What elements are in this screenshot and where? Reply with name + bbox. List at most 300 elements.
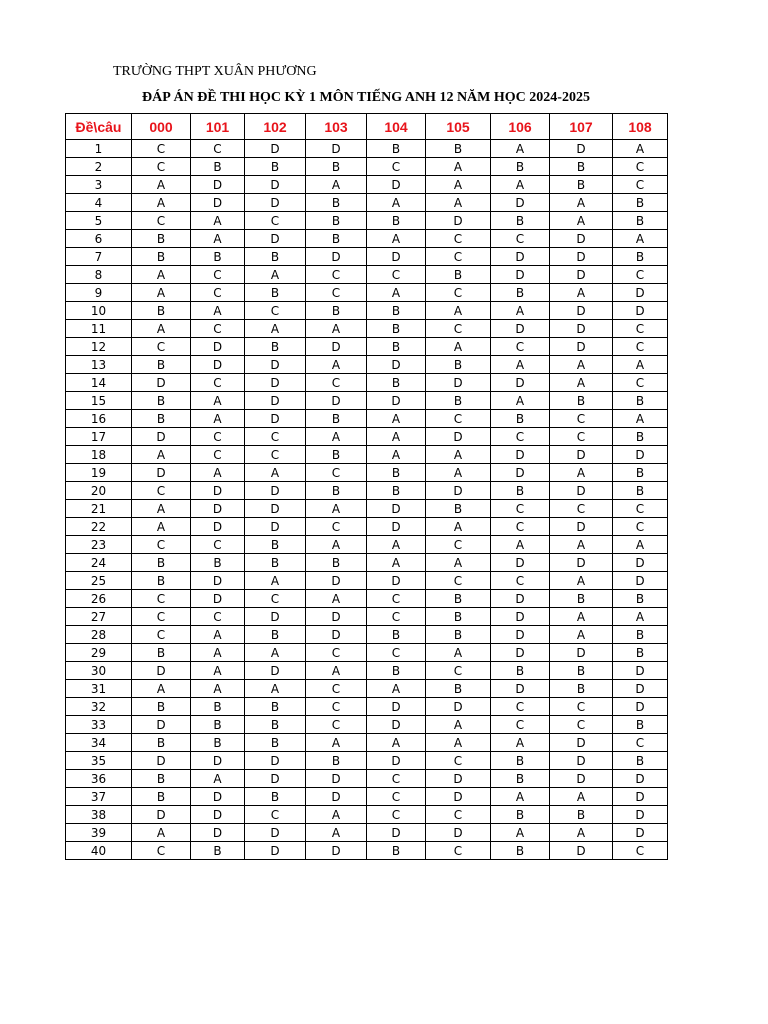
answer-cell: D — [245, 176, 306, 194]
answer-cell: C — [191, 536, 245, 554]
answer-cell: B — [491, 212, 550, 230]
exam-code-header: 107 — [550, 114, 613, 140]
answer-cell: D — [367, 716, 426, 734]
answer-cell: B — [245, 734, 306, 752]
exam-code-header: 000 — [132, 114, 191, 140]
question-number: 26 — [66, 590, 132, 608]
answer-cell: D — [550, 752, 613, 770]
answer-cell: B — [245, 248, 306, 266]
answer-cell: C — [191, 446, 245, 464]
answer-cell: A — [245, 572, 306, 590]
answer-cell: D — [191, 572, 245, 590]
answer-cell: B — [306, 752, 367, 770]
answer-cell: A — [306, 176, 367, 194]
answer-cell: D — [367, 500, 426, 518]
answer-cell: D — [367, 356, 426, 374]
answer-cell: D — [426, 788, 491, 806]
answer-cell: C — [132, 482, 191, 500]
answer-cell: D — [613, 770, 668, 788]
answer-cell: C — [245, 428, 306, 446]
answer-cell: B — [306, 230, 367, 248]
answer-cell: B — [132, 248, 191, 266]
answer-cell: A — [426, 176, 491, 194]
answer-cell: C — [550, 698, 613, 716]
answer-cell: C — [491, 338, 550, 356]
answer-cell: D — [245, 500, 306, 518]
answer-cell: B — [613, 590, 668, 608]
answer-cell: B — [245, 284, 306, 302]
answer-cell: D — [306, 392, 367, 410]
answer-cell: D — [245, 482, 306, 500]
answer-cell: B — [550, 680, 613, 698]
answer-cell: B — [245, 536, 306, 554]
answer-cell: A — [245, 320, 306, 338]
table-row — [66, 536, 668, 554]
answer-cell: D — [550, 302, 613, 320]
answer-cell: C — [367, 590, 426, 608]
answer-cell: B — [132, 356, 191, 374]
answer-cell: A — [491, 302, 550, 320]
answer-cell: A — [132, 518, 191, 536]
answer-cell: A — [132, 284, 191, 302]
answer-cell: B — [613, 212, 668, 230]
answer-cell: D — [613, 302, 668, 320]
answer-cell: D — [491, 374, 550, 392]
answer-cell: D — [426, 374, 491, 392]
answer-cell: D — [245, 356, 306, 374]
answer-cell: A — [132, 680, 191, 698]
answer-cell: A — [550, 284, 613, 302]
question-number: 40 — [66, 842, 132, 860]
answer-cell: A — [132, 824, 191, 842]
answer-cell: D — [132, 374, 191, 392]
answer-cell: A — [132, 500, 191, 518]
answer-cell: C — [132, 212, 191, 230]
answer-cell: C — [306, 464, 367, 482]
answer-cell: D — [245, 662, 306, 680]
table-row — [66, 662, 668, 680]
answer-cell: C — [367, 788, 426, 806]
answer-cell: C — [132, 158, 191, 176]
answer-cell: B — [613, 248, 668, 266]
answer-cell: D — [491, 446, 550, 464]
answer-cell: D — [613, 662, 668, 680]
answer-cell: B — [613, 482, 668, 500]
answer-cell: D — [491, 590, 550, 608]
answer-cell: B — [491, 752, 550, 770]
answer-cell: B — [245, 158, 306, 176]
answer-cell: D — [550, 770, 613, 788]
answer-cell: D — [132, 428, 191, 446]
answer-cell: A — [245, 680, 306, 698]
answer-cell: C — [613, 176, 668, 194]
table-row — [66, 680, 668, 698]
answer-cell: B — [426, 500, 491, 518]
answer-cell: B — [245, 338, 306, 356]
answer-cell: A — [550, 374, 613, 392]
answer-cell: B — [367, 320, 426, 338]
answer-cell: A — [132, 194, 191, 212]
document-title: ĐÁP ÁN ĐỀ THI HỌC KỲ 1 MÔN TIẾNG ANH 12 NĂM HỌC 2024-2025 — [142, 90, 590, 105]
answer-cell: C — [426, 248, 491, 266]
answer-cell: A — [491, 392, 550, 410]
answer-cell: A — [550, 464, 613, 482]
table-row — [66, 446, 668, 464]
answer-cell: D — [191, 176, 245, 194]
answer-cell: D — [491, 680, 550, 698]
answer-cell: C — [132, 608, 191, 626]
answer-cell: D — [306, 140, 367, 158]
answer-cell: A — [426, 302, 491, 320]
answer-cell: B — [306, 554, 367, 572]
answer-cell: C — [191, 320, 245, 338]
answer-cell: D — [426, 698, 491, 716]
answer-cell: C — [306, 266, 367, 284]
answer-cell: B — [245, 788, 306, 806]
answer-cell: C — [191, 608, 245, 626]
answer-cell: C — [491, 500, 550, 518]
answer-cell: D — [245, 608, 306, 626]
answer-cell: D — [550, 518, 613, 536]
answer-cell: C — [613, 338, 668, 356]
answer-cell: D — [245, 410, 306, 428]
answer-cell: B — [367, 464, 426, 482]
answer-cell: A — [306, 320, 367, 338]
answer-cell: A — [132, 446, 191, 464]
exam-code-header: 105 — [426, 114, 491, 140]
answer-cell: C — [426, 410, 491, 428]
answer-cell: A — [191, 392, 245, 410]
answer-cell: C — [491, 572, 550, 590]
table-row — [66, 734, 668, 752]
question-number: 6 — [66, 230, 132, 248]
answer-cell: B — [191, 842, 245, 860]
table-row — [66, 842, 668, 860]
table-row — [66, 644, 668, 662]
answer-cell: A — [613, 608, 668, 626]
answer-cell: D — [191, 500, 245, 518]
answer-cell: D — [550, 446, 613, 464]
answer-cell: C — [245, 446, 306, 464]
answer-cell: A — [426, 194, 491, 212]
table-row — [66, 410, 668, 428]
answer-cell: D — [613, 446, 668, 464]
answer-cell: A — [367, 284, 426, 302]
answer-cell: B — [306, 158, 367, 176]
answer-cell: B — [550, 806, 613, 824]
answer-cell: C — [191, 140, 245, 158]
answer-cell: D — [613, 680, 668, 698]
answer-cell: A — [306, 536, 367, 554]
answer-cell: D — [426, 212, 491, 230]
answer-cell: B — [306, 302, 367, 320]
question-number: 9 — [66, 284, 132, 302]
table-header-row — [66, 114, 668, 140]
answer-cell: B — [306, 194, 367, 212]
question-number: 15 — [66, 392, 132, 410]
answer-cell: A — [191, 662, 245, 680]
question-number: 5 — [66, 212, 132, 230]
exam-code-header: 103 — [306, 114, 367, 140]
answer-cell: D — [245, 518, 306, 536]
answer-cell: B — [132, 770, 191, 788]
answer-cell: D — [491, 626, 550, 644]
answer-cell: A — [550, 212, 613, 230]
answer-cell: D — [613, 572, 668, 590]
answer-cell: C — [426, 320, 491, 338]
answer-cell: A — [306, 806, 367, 824]
answer-cell: B — [613, 392, 668, 410]
answer-cell: B — [491, 410, 550, 428]
question-number: 8 — [66, 266, 132, 284]
answer-cell: A — [306, 590, 367, 608]
answer-cell: B — [613, 464, 668, 482]
answer-cell: C — [245, 806, 306, 824]
answer-cell: B — [491, 662, 550, 680]
answer-cell: C — [132, 140, 191, 158]
table-row — [66, 230, 668, 248]
table-row — [66, 284, 668, 302]
answer-cell: C — [613, 266, 668, 284]
answer-cell: D — [491, 554, 550, 572]
answer-cell: D — [550, 338, 613, 356]
answer-cell: C — [367, 158, 426, 176]
answer-key-table — [65, 113, 668, 860]
answer-cell: D — [613, 824, 668, 842]
answer-cell: D — [306, 770, 367, 788]
answer-cell: B — [132, 302, 191, 320]
question-number: 30 — [66, 662, 132, 680]
answer-cell: D — [426, 770, 491, 788]
answer-cell: B — [191, 554, 245, 572]
table-row — [66, 482, 668, 500]
table-row — [66, 212, 668, 230]
answer-cell: B — [426, 140, 491, 158]
answer-cell: C — [132, 536, 191, 554]
answer-cell: C — [491, 716, 550, 734]
answer-cell: D — [132, 752, 191, 770]
answer-cell: B — [491, 770, 550, 788]
answer-cell: D — [426, 482, 491, 500]
question-number: 19 — [66, 464, 132, 482]
answer-cell: B — [550, 662, 613, 680]
answer-cell: C — [426, 752, 491, 770]
answer-cell: A — [426, 518, 491, 536]
answer-cell: B — [491, 482, 550, 500]
answer-cell: D — [306, 248, 367, 266]
answer-cell: D — [245, 194, 306, 212]
answer-cell: D — [491, 248, 550, 266]
table-row — [66, 500, 668, 518]
answer-cell: D — [306, 608, 367, 626]
answer-cell: A — [245, 266, 306, 284]
answer-cell: C — [491, 518, 550, 536]
answer-cell: B — [245, 554, 306, 572]
answer-cell: D — [367, 176, 426, 194]
table-row — [66, 824, 668, 842]
answer-cell: A — [367, 536, 426, 554]
answer-cell: A — [550, 824, 613, 842]
answer-cell: A — [550, 536, 613, 554]
question-number: 24 — [66, 554, 132, 572]
answer-cell: A — [491, 824, 550, 842]
answer-cell: A — [426, 734, 491, 752]
answer-cell: C — [306, 644, 367, 662]
table-row — [66, 554, 668, 572]
answer-cell: B — [367, 662, 426, 680]
answer-cell: A — [367, 194, 426, 212]
answer-cell: B — [191, 734, 245, 752]
answer-cell: A — [367, 230, 426, 248]
question-number: 2 — [66, 158, 132, 176]
table-row — [66, 716, 668, 734]
answer-cell: D — [550, 320, 613, 338]
answer-cell: A — [367, 680, 426, 698]
answer-cell: C — [132, 338, 191, 356]
answer-cell: C — [306, 680, 367, 698]
table-row — [66, 518, 668, 536]
answer-cell: B — [132, 410, 191, 428]
answer-cell: A — [613, 230, 668, 248]
answer-cell: D — [245, 824, 306, 842]
answer-cell: C — [426, 572, 491, 590]
answer-cell: A — [191, 626, 245, 644]
answer-cell: C — [367, 644, 426, 662]
table-row — [66, 788, 668, 806]
answer-cell: D — [132, 806, 191, 824]
answer-cell: A — [191, 770, 245, 788]
table-row — [66, 572, 668, 590]
question-number: 4 — [66, 194, 132, 212]
answer-cell: D — [550, 248, 613, 266]
answer-cell: D — [613, 788, 668, 806]
answer-cell: C — [132, 626, 191, 644]
answer-cell: B — [367, 374, 426, 392]
answer-cell: C — [132, 842, 191, 860]
answer-cell: D — [613, 806, 668, 824]
answer-cell: B — [245, 626, 306, 644]
answer-cell: D — [367, 752, 426, 770]
question-number: 7 — [66, 248, 132, 266]
answer-cell: D — [245, 392, 306, 410]
answer-cell: B — [191, 158, 245, 176]
question-number: 36 — [66, 770, 132, 788]
answer-cell: C — [191, 428, 245, 446]
answer-cell: A — [550, 572, 613, 590]
answer-cell: B — [491, 284, 550, 302]
question-number: 31 — [66, 680, 132, 698]
answer-cell: A — [367, 734, 426, 752]
answer-cell: C — [426, 284, 491, 302]
answer-cell: C — [367, 806, 426, 824]
answer-cell: B — [132, 392, 191, 410]
question-number: 20 — [66, 482, 132, 500]
answer-cell: B — [132, 788, 191, 806]
answer-cell: A — [245, 464, 306, 482]
answer-cell: C — [426, 536, 491, 554]
answer-cell: B — [550, 158, 613, 176]
answer-cell: D — [245, 752, 306, 770]
answer-cell: C — [132, 590, 191, 608]
answer-cell: A — [550, 356, 613, 374]
table-row — [66, 194, 668, 212]
table-row — [66, 338, 668, 356]
answer-cell: C — [550, 410, 613, 428]
answer-cell: B — [306, 410, 367, 428]
answer-cell: A — [191, 302, 245, 320]
answer-cell: D — [191, 752, 245, 770]
question-number: 10 — [66, 302, 132, 320]
table-row — [66, 698, 668, 716]
answer-cell: D — [306, 626, 367, 644]
answer-cell: D — [613, 554, 668, 572]
answer-cell: A — [367, 428, 426, 446]
answer-cell: D — [550, 140, 613, 158]
answer-cell: A — [306, 500, 367, 518]
answer-cell: B — [306, 212, 367, 230]
answer-cell: D — [191, 590, 245, 608]
answer-cell: B — [613, 644, 668, 662]
answer-cell: C — [426, 842, 491, 860]
answer-cell: C — [367, 266, 426, 284]
answer-cell: A — [132, 176, 191, 194]
answer-cell: A — [191, 680, 245, 698]
answer-cell: D — [491, 608, 550, 626]
answer-cell: D — [306, 338, 367, 356]
table-row — [66, 266, 668, 284]
answer-cell: A — [306, 662, 367, 680]
table-row — [66, 374, 668, 392]
exam-code-header: 108 — [613, 114, 668, 140]
answer-cell: B — [550, 176, 613, 194]
answer-cell: D — [191, 788, 245, 806]
answer-cell: C — [550, 500, 613, 518]
answer-cell: D — [191, 338, 245, 356]
answer-cell: B — [367, 338, 426, 356]
table-row — [66, 302, 668, 320]
answer-cell: A — [191, 230, 245, 248]
answer-cell: B — [550, 392, 613, 410]
answer-cell: D — [191, 194, 245, 212]
answer-cell: C — [306, 716, 367, 734]
answer-cell: D — [306, 572, 367, 590]
answer-cell: C — [613, 518, 668, 536]
answer-cell: B — [367, 212, 426, 230]
question-number: 28 — [66, 626, 132, 644]
question-number: 13 — [66, 356, 132, 374]
answer-cell: C — [550, 716, 613, 734]
answer-cell: D — [550, 842, 613, 860]
question-number: 22 — [66, 518, 132, 536]
answer-cell: C — [491, 698, 550, 716]
answer-cell: D — [367, 248, 426, 266]
question-number: 37 — [66, 788, 132, 806]
answer-cell: B — [306, 446, 367, 464]
answer-cell: C — [613, 842, 668, 860]
answer-cell: D — [550, 554, 613, 572]
answer-cell: D — [306, 788, 367, 806]
answer-cell: A — [550, 194, 613, 212]
answer-cell: B — [491, 806, 550, 824]
exam-code-header: 101 — [191, 114, 245, 140]
table-row — [66, 626, 668, 644]
answer-cell: A — [367, 410, 426, 428]
answer-cell: A — [367, 446, 426, 464]
answer-cell: C — [306, 284, 367, 302]
answer-cell: A — [613, 356, 668, 374]
answer-cell: B — [245, 716, 306, 734]
answer-cell: D — [491, 194, 550, 212]
